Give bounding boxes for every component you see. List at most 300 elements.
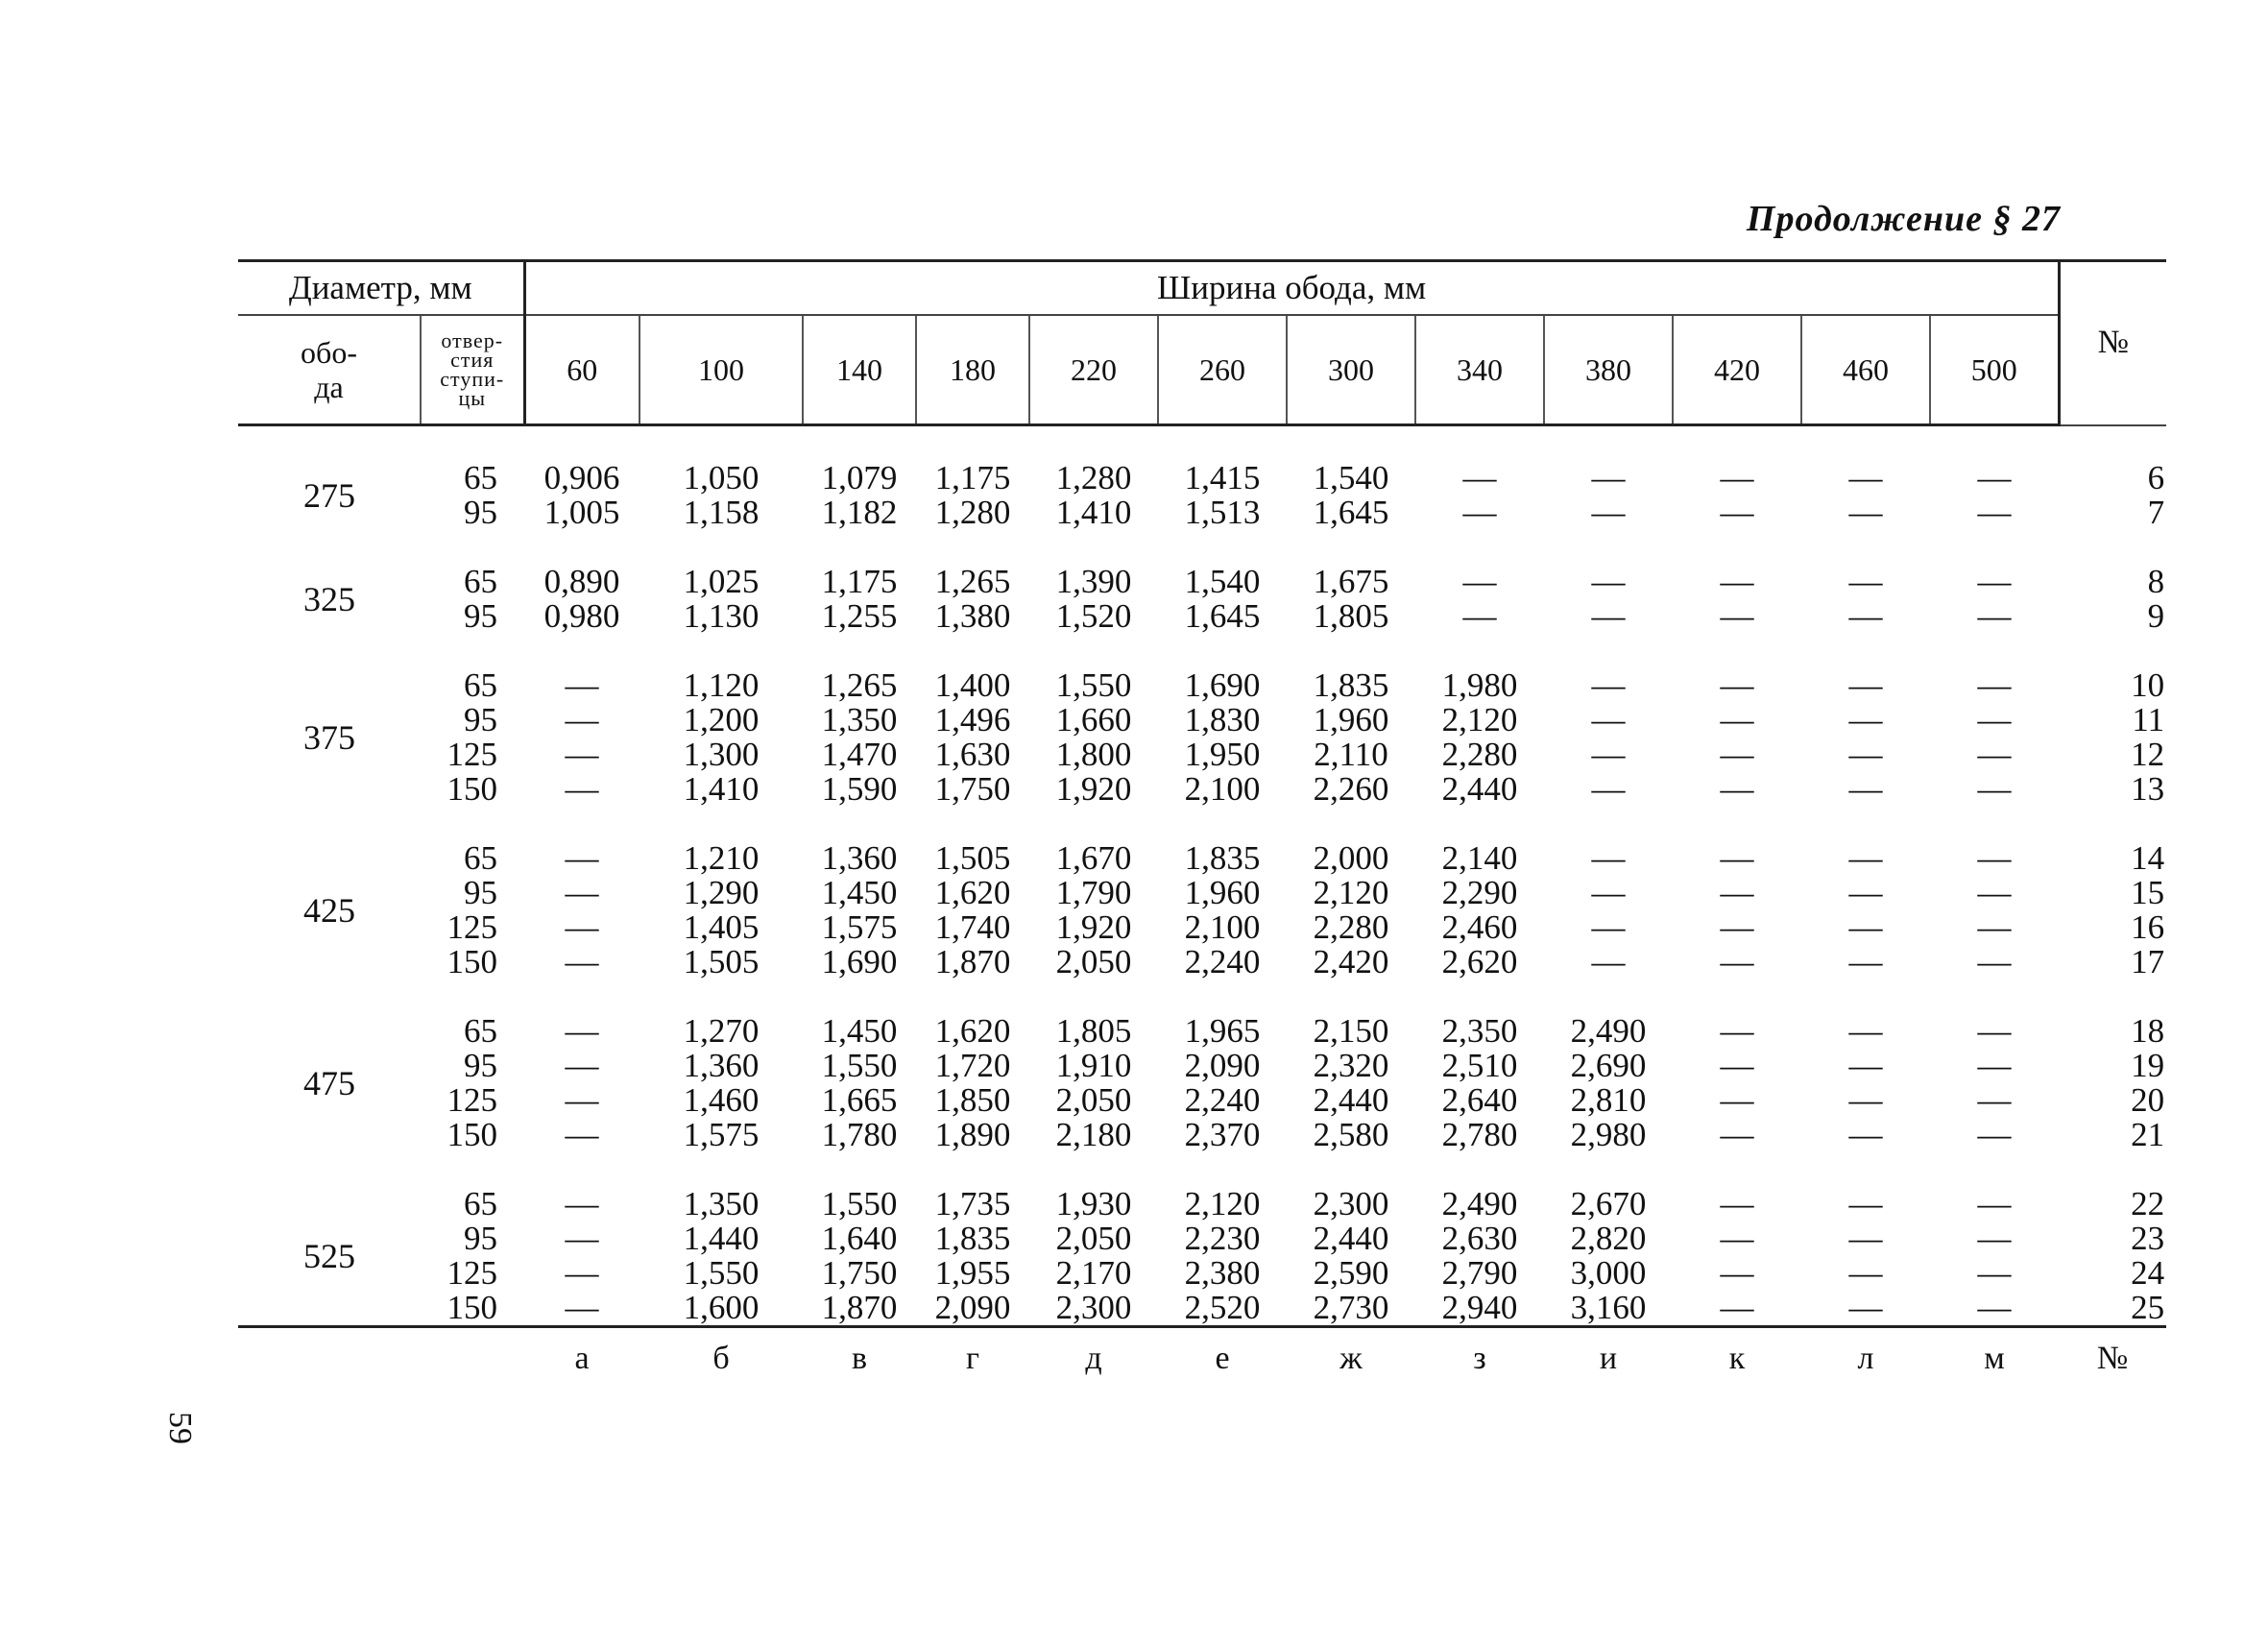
row-number: 6 [2147, 458, 2165, 496]
row-number: 7 [2147, 494, 2165, 531]
cell-value: 2,420 [1313, 943, 1389, 980]
row-number: 19 [2131, 1047, 2165, 1084]
cell-value: 1,400 [934, 666, 1011, 704]
cell-value: 3,000 [1570, 1254, 1647, 1292]
cell-value: — [1591, 597, 1626, 635]
cell-value: — [1720, 459, 1754, 496]
cell-value: — [1720, 736, 1754, 773]
cell-value: — [1977, 1289, 2012, 1326]
cell-value: 2,580 [1313, 1116, 1389, 1153]
cell-value: — [1848, 1047, 1883, 1084]
cell-value: — [1848, 1116, 1883, 1153]
table-row [238, 980, 2166, 1049]
cell-value: 1,079 [821, 459, 898, 496]
cell-value: 2,370 [1184, 1116, 1261, 1153]
table-row [238, 1222, 2166, 1256]
cell-value: — [565, 839, 599, 877]
cell-value: 1,050 [683, 459, 760, 496]
rim-diameter: 475 [303, 1064, 355, 1102]
cell-value: — [1591, 874, 1626, 911]
cell-value: 2,440 [1313, 1220, 1389, 1257]
rim-diameter: 325 [303, 580, 355, 618]
cell-value: — [1977, 1185, 2012, 1222]
cell-value: 1,920 [1055, 908, 1132, 946]
cell-value: 1,660 [1055, 701, 1132, 738]
hub-hole-value: 125 [446, 1254, 497, 1292]
cell-value: 2,120 [1313, 874, 1389, 911]
cell-value: 2,050 [1055, 1081, 1132, 1119]
cell-value: 1,440 [683, 1220, 760, 1257]
cell-value: 2,590 [1313, 1254, 1389, 1292]
rim-diameter: 425 [303, 891, 355, 930]
cell-value: — [565, 1047, 599, 1084]
cell-value: 1,780 [821, 1116, 898, 1153]
cell-value: 2,630 [1441, 1220, 1518, 1257]
column-letter: б [639, 1327, 803, 1391]
cell-value: — [1720, 1047, 1754, 1084]
cell-value: 2,820 [1570, 1220, 1647, 1257]
cell-value: — [565, 736, 599, 773]
cell-value: 2,260 [1313, 770, 1389, 808]
cell-value: 1,300 [683, 736, 760, 773]
cell-value: — [565, 1185, 599, 1222]
hub-hole-value: 150 [446, 943, 497, 980]
column-letter: л [1801, 1327, 1930, 1391]
cell-value: 2,460 [1441, 908, 1518, 946]
row-number: 13 [2131, 770, 2165, 808]
cell-value: — [1720, 770, 1754, 808]
cell-value: — [1720, 1220, 1754, 1257]
column-letter: к [1673, 1327, 1801, 1391]
rim-diameter: 525 [303, 1237, 355, 1275]
cell-value: — [1977, 770, 2012, 808]
cell-value: 2,090 [1184, 1047, 1261, 1084]
column-letter: м [1930, 1327, 2059, 1391]
cell-value: 2,300 [1055, 1289, 1132, 1326]
cell-value: 2,810 [1570, 1081, 1647, 1119]
hub-hole-value: 65 [464, 563, 497, 600]
hub-hole-value: 95 [464, 1047, 497, 1084]
cell-value: — [1977, 1081, 2012, 1119]
row-group [238, 1152, 2166, 1327]
page-number: 59 [162, 1412, 198, 1444]
cell-value: — [565, 701, 599, 738]
cell-value: — [1591, 943, 1626, 980]
cell-value: — [1977, 839, 2012, 877]
cell-value: 1,450 [821, 1012, 898, 1050]
row-number: 21 [2131, 1116, 2165, 1153]
width-header: 60 [524, 315, 639, 425]
rim-width-header: Ширина обода, мм [524, 261, 2059, 316]
hub-hole-value: 65 [464, 666, 497, 704]
rim-header: обо- да [238, 315, 421, 425]
cell-value: — [1848, 597, 1883, 635]
column-letter: е [1158, 1327, 1287, 1391]
hub-hole-value: 150 [446, 1116, 497, 1153]
width-header: 300 [1287, 315, 1415, 425]
cell-value: — [565, 874, 599, 911]
hub-hole-value: 150 [446, 770, 497, 808]
cell-value: 1,410 [683, 770, 760, 808]
cell-value: 2,120 [1184, 1185, 1261, 1222]
cell-value: — [1591, 459, 1626, 496]
cell-value: 1,550 [821, 1047, 898, 1084]
cell-value: 2,140 [1441, 839, 1518, 877]
cell-value: 1,870 [821, 1289, 898, 1326]
cell-value: 1,415 [1184, 459, 1261, 496]
cell-value: — [1848, 736, 1883, 773]
row-number: 18 [2131, 1012, 2165, 1050]
cell-value: 2,780 [1441, 1116, 1518, 1153]
cell-value: — [1591, 494, 1626, 531]
cell-value: 2,690 [1570, 1047, 1647, 1084]
cell-value: — [1720, 563, 1754, 600]
cell-value: 1,380 [934, 597, 1011, 635]
cell-value: — [1720, 908, 1754, 946]
row-number: 15 [2131, 874, 2165, 911]
table-row [238, 1049, 2166, 1083]
cell-value: — [1720, 666, 1754, 704]
cell-value: 1,025 [683, 563, 760, 600]
cell-value: 1,740 [934, 908, 1011, 946]
hub-hole-value: 95 [464, 1220, 497, 1257]
cell-value: 2,620 [1441, 943, 1518, 980]
cell-value: 1,960 [1184, 874, 1261, 911]
cell-value: — [1977, 1047, 2012, 1084]
cell-value: 1,665 [821, 1081, 898, 1119]
cell-value: 1,175 [934, 459, 1011, 496]
table-row [238, 1118, 2166, 1152]
cell-value: 2,000 [1313, 839, 1389, 877]
rim-diameter: 375 [303, 718, 355, 757]
hub-hole-value: 65 [464, 839, 497, 877]
cell-value: — [1720, 1254, 1754, 1292]
cell-value: 2,150 [1313, 1012, 1389, 1050]
cell-value: — [1591, 563, 1626, 600]
header-row-top [238, 261, 2166, 316]
cell-value: 1,620 [934, 874, 1011, 911]
table-row [238, 1291, 2166, 1327]
cell-value: 1,910 [1055, 1047, 1132, 1084]
cell-value: — [1848, 770, 1883, 808]
cell-value: — [1848, 1254, 1883, 1292]
row-number: 22 [2131, 1185, 2165, 1222]
cell-value: — [565, 1012, 599, 1050]
cell-value: 1,360 [821, 839, 898, 877]
cell-value: — [565, 666, 599, 704]
column-letter: в [803, 1327, 916, 1391]
hub-hole-value: 95 [464, 597, 497, 635]
cell-value: 2,300 [1313, 1185, 1389, 1222]
cell-value: — [565, 908, 599, 946]
cell-value: 2,670 [1570, 1185, 1647, 1222]
row-number: 16 [2131, 908, 2165, 946]
cell-value: 1,410 [1055, 494, 1132, 531]
cell-value: 0,890 [543, 563, 620, 600]
cell-value: 0,980 [543, 597, 620, 635]
cell-value: 2,240 [1184, 943, 1261, 980]
cell-value: — [565, 1220, 599, 1257]
cell-value: — [1977, 459, 2012, 496]
cell-value: — [1462, 459, 1497, 496]
column-letter: ж [1287, 1327, 1415, 1391]
hub-hole-value: 95 [464, 874, 497, 911]
cell-value: 1,265 [821, 666, 898, 704]
cell-value: 1,850 [934, 1081, 1011, 1119]
cell-value: 1,600 [683, 1289, 760, 1326]
cell-value: 1,630 [934, 736, 1011, 773]
cell-value: 2,520 [1184, 1289, 1261, 1326]
table-row [238, 425, 2166, 496]
row-number: 8 [2147, 563, 2165, 600]
cell-value: — [1977, 908, 2012, 946]
cell-value: — [1977, 563, 2012, 600]
row-number: 12 [2131, 736, 2165, 773]
cell-value: 1,540 [1313, 459, 1389, 496]
column-letter: д [1029, 1327, 1158, 1391]
cell-value: 1,890 [934, 1116, 1011, 1153]
row-number: 25 [2131, 1289, 2165, 1326]
cell-value: 1,835 [934, 1220, 1011, 1257]
cell-value: 1,460 [683, 1081, 760, 1119]
table-row [238, 634, 2166, 703]
cell-value: 2,050 [1055, 1220, 1132, 1257]
cell-value: 1,670 [1055, 839, 1132, 877]
cell-value: 1,513 [1184, 494, 1261, 531]
cell-value: — [1848, 494, 1883, 531]
cell-value: 1,520 [1055, 597, 1132, 635]
cell-value: 1,640 [821, 1220, 898, 1257]
footer-number: № [2059, 1327, 2166, 1391]
cell-value: 1,200 [683, 701, 760, 738]
cell-value: 1,920 [1055, 770, 1132, 808]
cell-value: 1,390 [1055, 563, 1132, 600]
cell-value: 2,120 [1441, 701, 1518, 738]
cell-value: 1,835 [1184, 839, 1261, 877]
cell-value: 2,110 [1314, 736, 1388, 773]
cell-value: — [1848, 563, 1883, 600]
row-group [238, 425, 2166, 531]
cell-value: 2,100 [1184, 908, 1261, 946]
cell-value: — [1462, 494, 1497, 531]
cell-value: 1,965 [1184, 1012, 1261, 1050]
cell-value: — [1720, 839, 1754, 877]
cell-value: — [1591, 839, 1626, 877]
cell-value: 2,280 [1441, 736, 1518, 773]
hub-hole-value: 150 [446, 1289, 497, 1326]
cell-value: — [1720, 1081, 1754, 1119]
cell-value: 1,620 [934, 1012, 1011, 1050]
cell-value: 1,158 [683, 494, 760, 531]
hub-hole-value: 125 [446, 1081, 497, 1119]
cell-value: — [1848, 1220, 1883, 1257]
cell-value: 1,575 [821, 908, 898, 946]
number-header: № [2059, 261, 2166, 425]
rim-diameter: 275 [303, 476, 355, 515]
cell-value: 1,870 [934, 943, 1011, 980]
row-group [238, 530, 2166, 634]
cell-value: 1,270 [683, 1012, 760, 1050]
cell-value: 2,170 [1055, 1254, 1132, 1292]
cell-value: 2,490 [1441, 1185, 1518, 1222]
cell-value: 2,280 [1313, 908, 1389, 946]
cell-value: 1,835 [1313, 666, 1389, 704]
cell-value: — [1848, 839, 1883, 877]
cell-value: 1,575 [683, 1116, 760, 1153]
diameter-header: Диаметр, мм [238, 261, 524, 316]
cell-value: — [1848, 666, 1883, 704]
cell-value: — [1977, 736, 2012, 773]
cell-value: — [1977, 666, 2012, 704]
cell-value: 1,280 [934, 494, 1011, 531]
cell-value: 2,290 [1441, 874, 1518, 911]
cell-value: 1,005 [543, 494, 620, 531]
cell-value: — [1848, 1185, 1883, 1222]
cell-value: — [1591, 770, 1626, 808]
cell-value: 1,550 [821, 1185, 898, 1222]
cell-value: 1,540 [1184, 563, 1261, 600]
cell-value: — [1848, 908, 1883, 946]
cell-value: 1,750 [934, 770, 1011, 808]
cell-value: — [1591, 701, 1626, 738]
cell-value: — [1977, 943, 2012, 980]
cell-value: 1,805 [1055, 1012, 1132, 1050]
footer-row [238, 1327, 2166, 1391]
column-letter: з [1415, 1327, 1544, 1391]
cell-value: — [565, 943, 599, 980]
cell-value: 1,800 [1055, 736, 1132, 773]
width-header: 220 [1029, 315, 1158, 425]
cell-value: — [1848, 459, 1883, 496]
table-row [238, 910, 2166, 945]
cell-value: 2,980 [1570, 1116, 1647, 1153]
cell-value: 2,790 [1441, 1254, 1518, 1292]
row-number: 10 [2131, 666, 2165, 704]
hub-hole-value: 125 [446, 908, 497, 946]
cell-value: 1,950 [1184, 736, 1261, 773]
cell-value: 1,960 [1313, 701, 1389, 738]
cell-value: — [1848, 943, 1883, 980]
cell-value: — [1720, 597, 1754, 635]
cell-value: 1,265 [934, 563, 1011, 600]
cell-value: — [1462, 597, 1497, 635]
cell-value: 1,182 [821, 494, 898, 531]
table-row [238, 599, 2166, 634]
cell-value: 1,720 [934, 1047, 1011, 1084]
column-letter: и [1544, 1327, 1673, 1391]
hub-hole-value: 65 [464, 459, 497, 496]
cell-value: 1,830 [1184, 701, 1261, 738]
cell-value: 1,505 [683, 943, 760, 980]
cell-value: 1,405 [683, 908, 760, 946]
cell-value: 1,290 [683, 874, 760, 911]
cell-value: 1,750 [821, 1254, 898, 1292]
cell-value: — [1977, 1254, 2012, 1292]
cell-value: 2,050 [1055, 943, 1132, 980]
table-row [238, 807, 2166, 876]
row-number: 23 [2131, 1220, 2165, 1257]
cell-value: 2,090 [934, 1289, 1011, 1326]
cell-value: — [1720, 1185, 1754, 1222]
cell-value: — [1720, 701, 1754, 738]
cell-value: — [1720, 1012, 1754, 1050]
cell-value: — [1977, 597, 2012, 635]
cell-value: 1,550 [683, 1254, 760, 1292]
row-number: 17 [2131, 943, 2165, 980]
column-letter: а [524, 1327, 639, 1391]
table-row [238, 1083, 2166, 1118]
table-row [238, 945, 2166, 980]
width-header: 140 [803, 315, 916, 425]
cell-value: — [1848, 1289, 1883, 1326]
hub-hole-value: 95 [464, 494, 497, 531]
cell-value: 1,350 [683, 1185, 760, 1222]
table-row [238, 738, 2166, 772]
hub-hole-value: 65 [464, 1185, 497, 1222]
cell-value: 2,230 [1184, 1220, 1261, 1257]
header-row-bottom [238, 315, 2166, 425]
row-number: 24 [2131, 1254, 2165, 1292]
cell-value: — [1977, 874, 2012, 911]
cell-value: 1,790 [1055, 874, 1132, 911]
hub-hole-value: 95 [464, 701, 497, 738]
table-row [238, 496, 2166, 530]
cell-value: — [1848, 874, 1883, 911]
table-row [238, 1256, 2166, 1291]
cell-value: — [1977, 1220, 2012, 1257]
cell-value: — [1591, 908, 1626, 946]
cell-value: — [1720, 1289, 1754, 1326]
table-row [238, 1152, 2166, 1222]
cell-value: 1,930 [1055, 1185, 1132, 1222]
cell-value: — [1720, 1116, 1754, 1153]
cell-value: — [1591, 736, 1626, 773]
hub-hole-value: 125 [446, 736, 497, 773]
cell-value: 1,590 [821, 770, 898, 808]
caption: Продолжение § 27 [1746, 199, 2061, 239]
cell-value: — [565, 1254, 599, 1292]
width-header: 340 [1415, 315, 1544, 425]
cell-value: 0,906 [543, 459, 620, 496]
cell-value: 1,350 [821, 701, 898, 738]
width-header: 100 [639, 315, 803, 425]
width-header: 260 [1158, 315, 1287, 425]
cell-value: 1,120 [683, 666, 760, 704]
cell-value: — [1848, 1012, 1883, 1050]
cell-value: — [1977, 494, 2012, 531]
cell-value: 1,255 [821, 597, 898, 635]
cell-value: 1,210 [683, 839, 760, 877]
table-row [238, 772, 2166, 807]
width-header: 420 [1673, 315, 1801, 425]
table-row [238, 703, 2166, 738]
width-header: 500 [1930, 315, 2059, 425]
cell-value: 1,360 [683, 1047, 760, 1084]
table-row [238, 876, 2166, 910]
cell-value: — [565, 1289, 599, 1326]
cell-value: — [565, 770, 599, 808]
cell-value: — [1720, 494, 1754, 531]
cell-value: — [1462, 563, 1497, 600]
width-header: 460 [1801, 315, 1930, 425]
row-group [238, 634, 2166, 807]
cell-value: 2,440 [1441, 770, 1518, 808]
cell-value: 2,640 [1441, 1081, 1518, 1119]
cell-value: — [1848, 1081, 1883, 1119]
cell-value: 2,440 [1313, 1081, 1389, 1119]
cell-value: 1,496 [934, 701, 1011, 738]
width-header: 180 [916, 315, 1029, 425]
